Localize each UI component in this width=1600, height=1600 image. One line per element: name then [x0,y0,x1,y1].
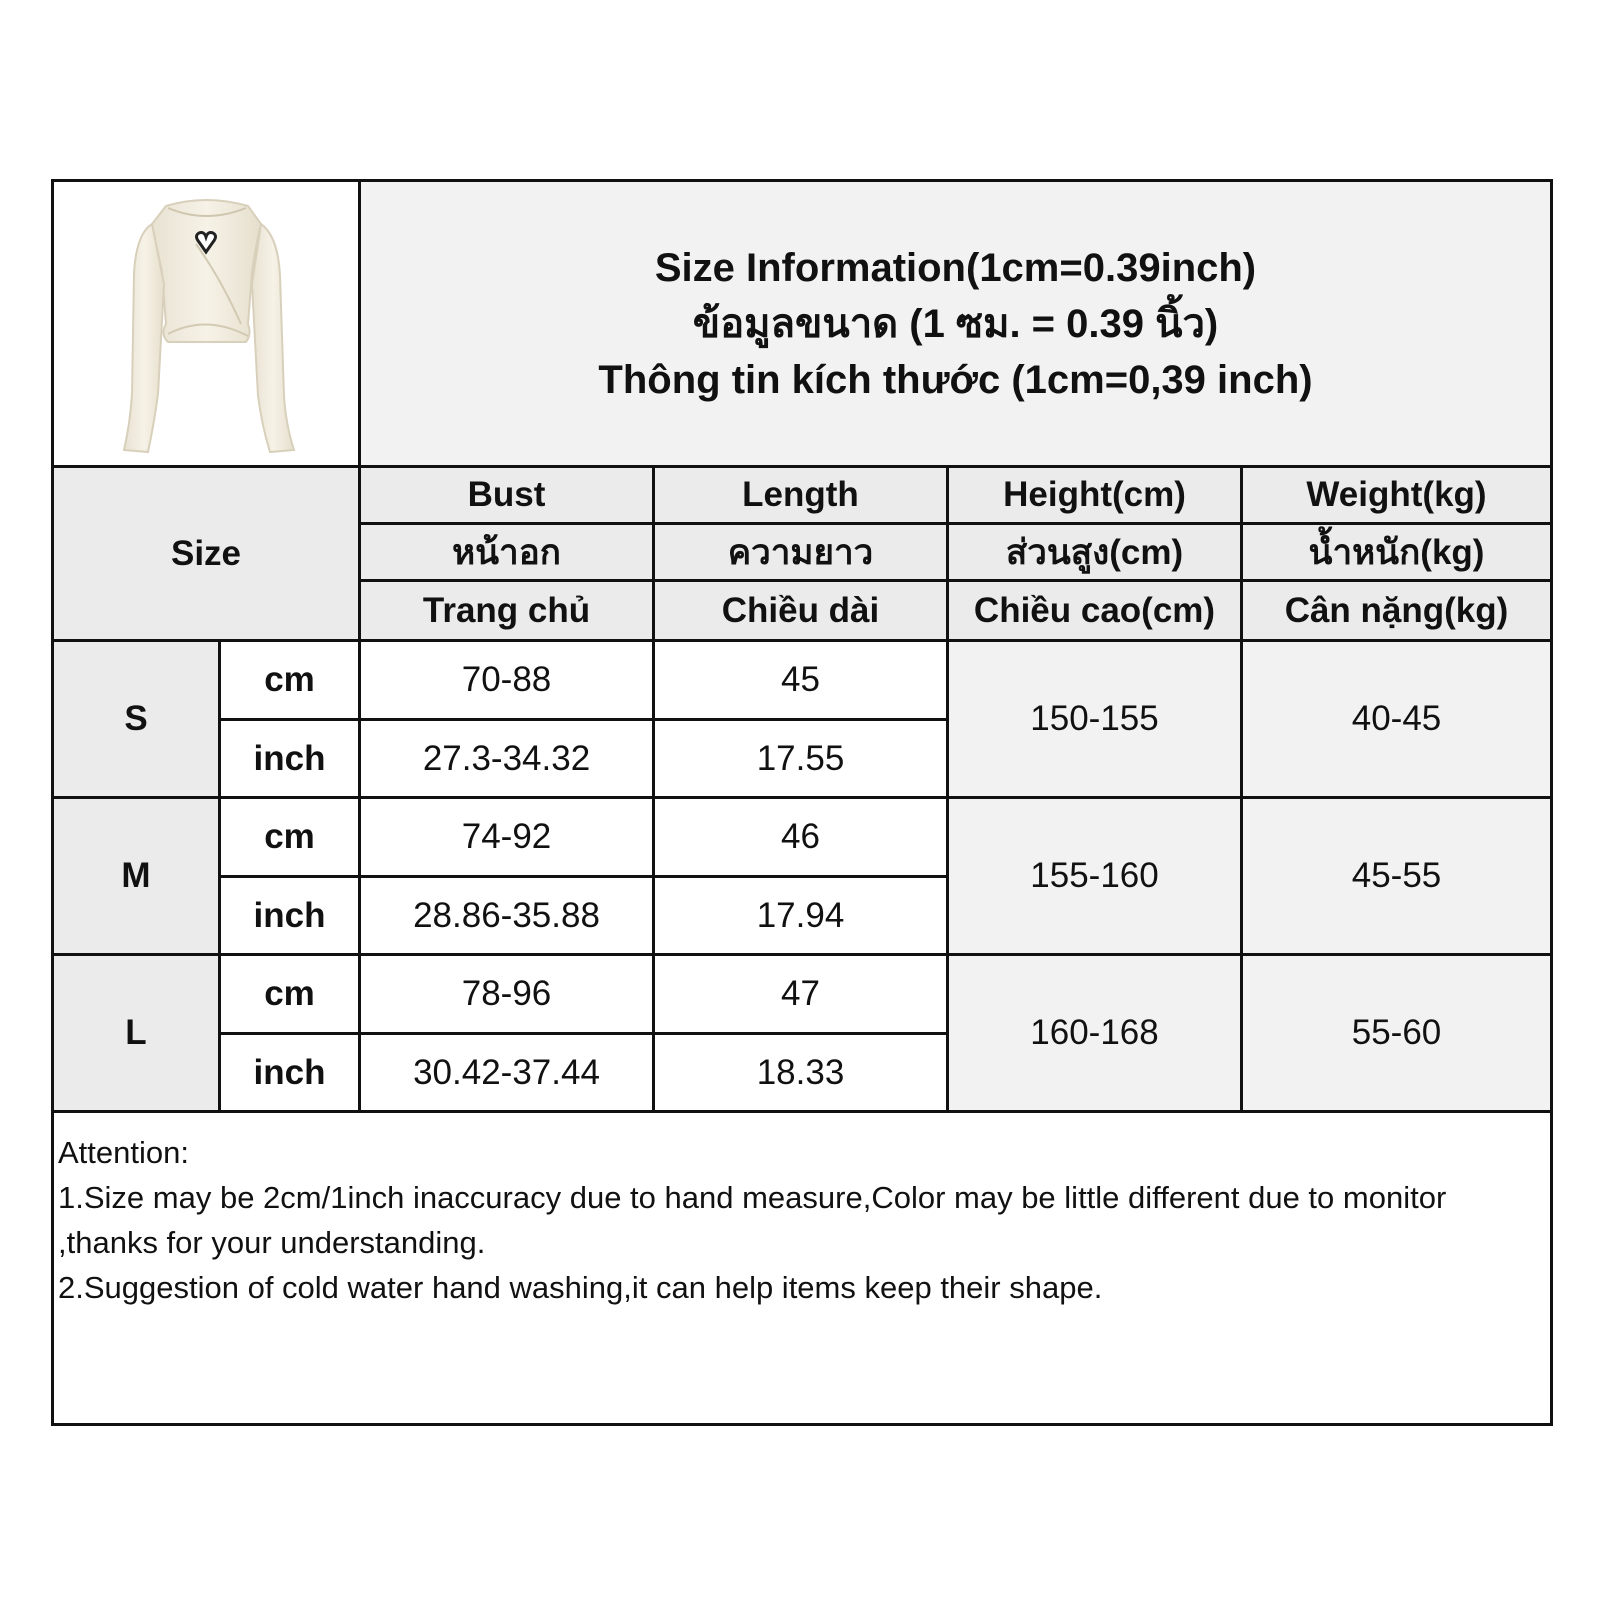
border-top [51,179,1553,182]
grid-h-hdr2 [358,579,1553,582]
header-height-th: ส่วนสูง(cm) [949,525,1240,579]
grid-v-size [218,639,221,1113]
header-height-vi: Chiều cao(cm) [949,582,1240,639]
size-header-label: Size [170,533,242,573]
notes-line-1: 1.Size may be 2cm/1inch inaccuracy due to hand measure,Color may be little different due to monitor ,thanks for your understanding. [58,1180,1447,1260]
grid-h-s-end [51,796,1553,799]
length-cm-l: 47 [655,956,946,1032]
header-length-en: Length [655,468,946,522]
size-label-s: S [54,642,218,796]
attention-notes [58,1130,1538,1310]
bust-inch-s: 27.3-34.32 [361,721,652,796]
product-image-cell [54,182,358,465]
grid-v-bust [652,465,655,1113]
notes-heading: Attention: [58,1135,189,1170]
grid-v-image [358,179,361,1113]
grid-h-s-mid [218,718,949,721]
title-english: Size Information(1cm=0.39inch) [654,245,1257,290]
grid-h-m-mid [218,875,949,878]
size-label-l: L [54,956,218,1110]
notes-line-2: 2.Suggestion of cold water hand washing,it can help items keep their shape. [58,1270,1103,1305]
title-vietnamese: Thông tin kích thước (1cm=0,39 inch) [598,357,1313,402]
border-right [1550,179,1553,1426]
grid-h-title [51,465,1553,468]
grid-h-hdr1 [358,522,1553,525]
header-weight-en: Weight(kg) [1243,468,1550,522]
grid-h-l-end [51,1110,1553,1113]
header-weight-th: น้ำหนัก(kg) [1243,525,1550,579]
bust-cm-l: 78-96 [361,956,652,1032]
bust-cm-m: 74-92 [361,799,652,875]
grid-h-m-end [51,953,1553,956]
bust-cm-s: 70-88 [361,642,652,718]
size-chart [51,179,1553,1426]
title-cell [361,182,1550,465]
border-left [51,179,54,1426]
size-label-m: M [54,799,218,953]
weight-l: 55-60 [1243,956,1550,1110]
unit-cm-l: cm [221,956,358,1032]
header-length-vi: Chiều dài [655,582,946,639]
length-cm-m: 46 [655,799,946,875]
unit-inch-m: inch [221,878,358,953]
length-cm-s: 45 [655,642,946,718]
height-m: 155-160 [949,799,1240,953]
grid-h-l-mid [218,1032,949,1035]
length-inch-s: 17.55 [655,721,946,796]
weight-s: 40-45 [1243,642,1550,796]
length-inch-m: 17.94 [655,878,946,953]
grid-v-height [1240,465,1243,1113]
weight-m: 45-55 [1243,799,1550,953]
header-length-th: ความยาว [655,525,946,579]
length-inch-l: 18.33 [655,1035,946,1110]
bust-inch-l: 30.42-37.44 [361,1035,652,1110]
unit-inch-s: inch [221,721,358,796]
unit-cm-m: cm [221,799,358,875]
grid-h-hdr3 [51,639,1553,642]
height-l: 160-168 [949,956,1240,1110]
title-thai: ข้อมูลขนาด (1 ซม. = 0.39 นิ้ว) [692,301,1219,346]
header-bust-th: หน้าอก [361,525,652,579]
header-weight-vi: Cân nặng(kg) [1243,582,1550,639]
header-bust-vi: Trang chủ [361,582,652,639]
border-bottom [51,1423,1553,1426]
header-height-en: Height(cm) [949,468,1240,522]
unit-cm-s: cm [221,642,358,718]
grid-v-length [946,465,949,1113]
bust-inch-m: 28.86-35.88 [361,878,652,953]
unit-inch-l: inch [221,1035,358,1110]
long-sleeve-top-with-heart-icon [56,184,356,464]
size-header [54,468,358,639]
height-s: 150-155 [949,642,1240,796]
header-bust-en: Bust [361,468,652,522]
